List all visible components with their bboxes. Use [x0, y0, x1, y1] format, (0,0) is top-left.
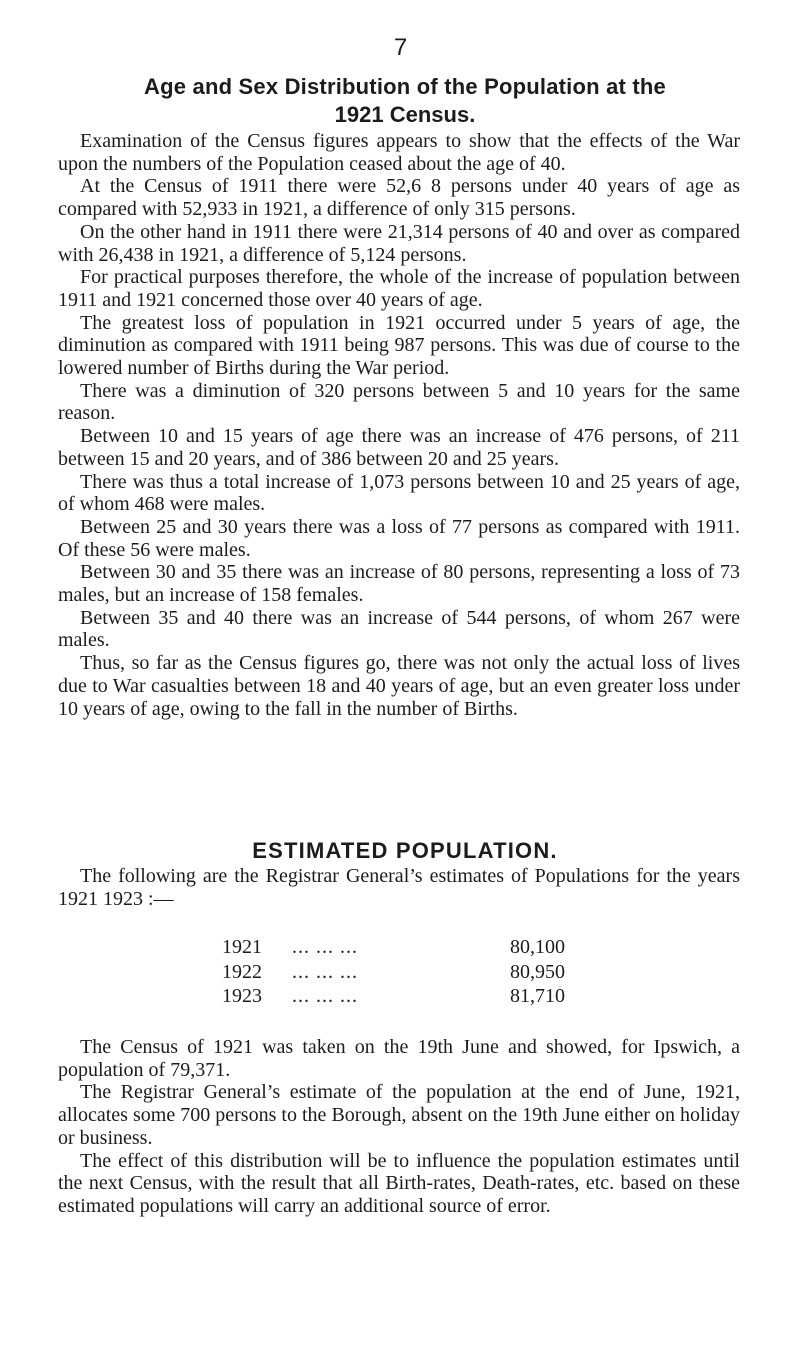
paragraph: The effect of this distribution will be to influence the population estimates until the next Census, with the result that all Birth-rates, Death-rates, etc. based on these estimated populations will carry an additional source of error. [58, 1149, 740, 1217]
population-estimates-table [222, 935, 642, 1009]
population-cell: 80,100 [510, 936, 565, 958]
estimated-population-intro [58, 865, 740, 910]
leader-dots: ... ... ... [292, 960, 358, 983]
age-sex-distribution-text [58, 130, 740, 720]
paragraph: There was a diminution of 320 persons between 5 and 10 years for the same reason. [58, 379, 740, 425]
census-notes-text [58, 1036, 740, 1218]
paragraph: The Registrar General’s estimate of the population at the end of June, 1921, allocates some 700 persons to the Borough, absent on the 19th June either on holiday or business. [58, 1081, 740, 1149]
page-number: 7 [393, 34, 408, 61]
paragraph: For practical purposes therefore, the whole of the increase of population between 1911 and 1921 concerned those over 40 years of age. [58, 266, 740, 311]
table-row [222, 935, 642, 960]
table-row [222, 960, 642, 985]
section-heading-line-1: Age and Sex Distribution of the Population at the [144, 74, 666, 99]
paragraph: Between 10 and 15 years of age there was an increase of 476 persons, of 211 between 15 and 20 years, and of 386 between 20 and 25 years. [58, 425, 740, 470]
population-cell: 80,950 [510, 960, 565, 983]
paragraph: The following are the Registrar General’s estimates of Populations for the years 1921 1923 :— [58, 865, 740, 910]
paragraph: Between 35 and 40 there was an increase of 544 persons, of whom 267 were males. [58, 606, 740, 652]
leader-dots: ... ... ... [292, 985, 358, 1007]
paragraph: On the other hand in 1911 there were 21,314 persons of 40 and over as compared with 26,438 in 1921, a difference of 5,124 persons. [58, 220, 740, 266]
estimated-population-heading: ESTIMATED POPULATION. [252, 838, 558, 863]
paragraph: At the Census of 1911 there were 52,6 8 persons under 40 years of age as compared with 52,933 in 1921, a difference of only 315 persons. [58, 175, 740, 221]
section-heading-line-2: 1921 Census. [334, 102, 476, 127]
paragraph: Between 30 and 35 there was an increase of 80 persons, representing a loss of 73 males, but an increase of 158 females. [58, 561, 740, 607]
year-cell: 1923 [222, 985, 262, 1007]
paragraph: Between 25 and 30 years there was a loss of 77 persons as compared with 1911. Of these 56 were males. [58, 515, 740, 561]
paragraph: The Census of 1921 was taken on the 19th June and showed, for Ipswich, a population of 79,371. [58, 1036, 740, 1081]
paragraph: There was thus a total increase of 1,073 persons between 10 and 25 years of age, of whom 468 were males. [58, 470, 740, 516]
year-cell: 1921 [222, 936, 262, 958]
leader-dots: ... ... ... [292, 936, 358, 958]
table-row [222, 984, 642, 1009]
paragraph: Thus, so far as the Census figures go, there was not only the actual loss of lives due to War casualties between 18 and 40 years of age, but an even greater loss under 10 years of age, owing to the fall in the number of Births. [58, 652, 740, 720]
paragraph: The greatest loss of population in 1921 occurred under 5 years of age, the diminution as compared with 1911 being 987 persons. This was due of course to the lowered number of Births during the War period. [58, 311, 740, 380]
paragraph: Examination of the Census figures appears to show that the effects of the War upon the numbers of the Population ceased about the age of 40. [58, 130, 740, 175]
population-cell: 81,710 [510, 985, 565, 1007]
year-cell: 1922 [222, 960, 262, 983]
